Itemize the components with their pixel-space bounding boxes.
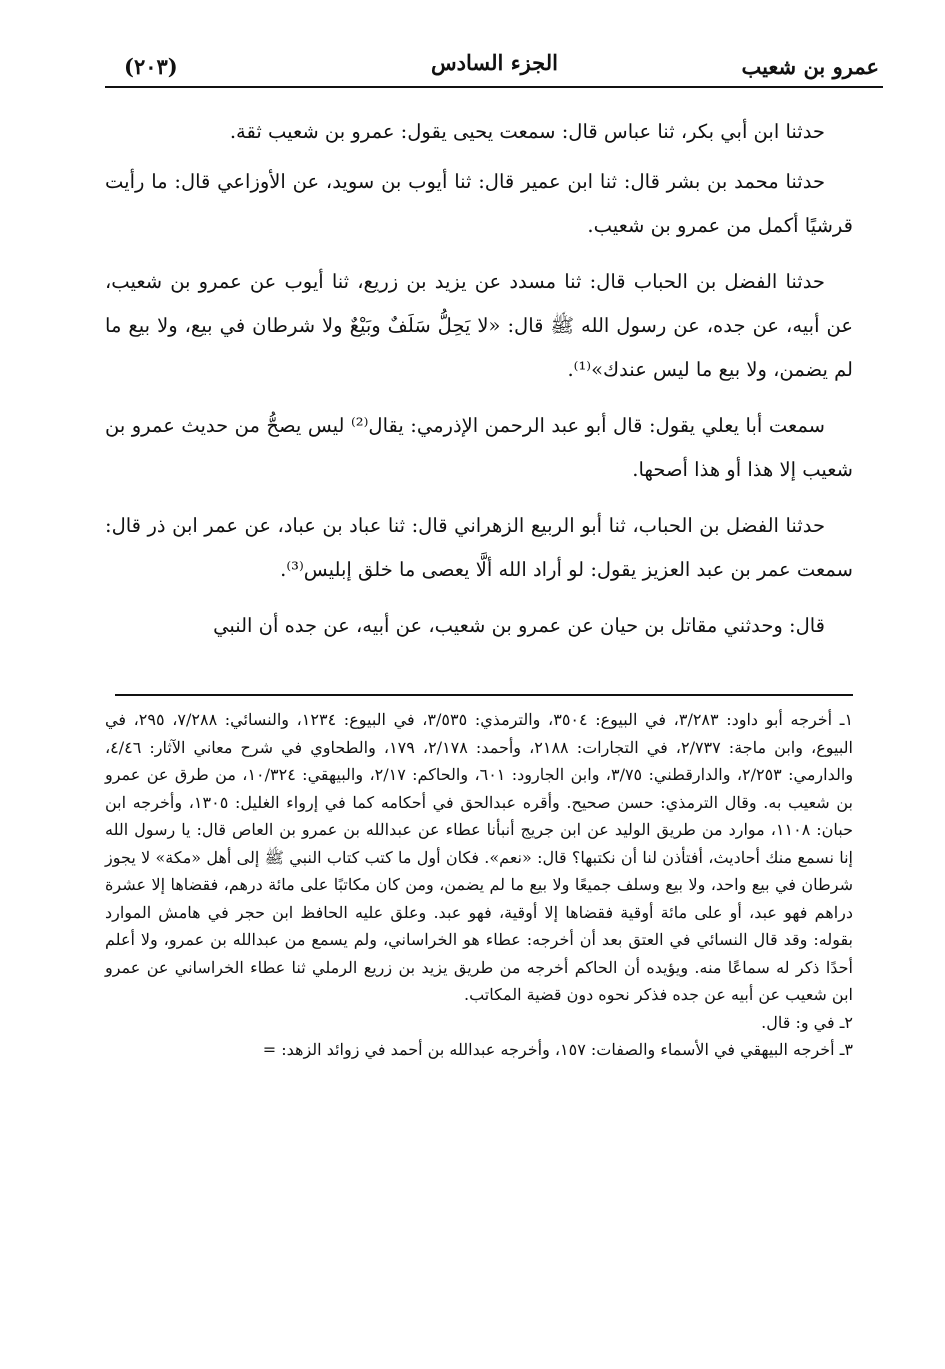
footnote-2: ٢ـ في و: قال.: [761, 1012, 853, 1032]
paragraph: حدثنا محمد بن بشر قال: ثنا ابن عمير قال: ثنا أيوب بن سويد، عن الأوزاعي قال: ما رأيت قرشيًا أكمل من عمرو بن شعيب.: [105, 170, 853, 237]
header-author: عمرو بن شعيب: [741, 54, 879, 79]
footnotes: [105, 706, 853, 1064]
footnote-3: ٣ـ أخرجه البيهقي في الأسماء والصفات: ١٥٧، وأخرجه عبدالله بن أحمد في زوائد الزهد: =: [262, 1040, 853, 1059]
page-header: [110, 44, 879, 84]
header-rule: [105, 86, 883, 88]
header-page-number: (٢٠٣): [124, 54, 178, 79]
paragraph: حدثنا الفضل بن الحباب قال: ثنا مسدد عن يزيد بن زريع، ثنا أيوب عن عمرو بن شعيب، عن أبيه، عن جده، عن رسول الله ﷺ قال: «لا يَحِلُّ سَلَفٌ وبَيْعٌ ولا شرطان في بيع، ولا بيع ما لم يضمن، ولا بيع ما ليس عندك»⁽¹⁾.: [105, 270, 853, 381]
paragraph: سمعت أبا يعلي يقول: قال أبو عبد الرحمن الإذرمي: يقال⁽²⁾ ليس يصحُّ من حديث عمرو بن شعيب إلا هذا أو هذا أصحها.: [105, 414, 853, 481]
footnote-separator: [115, 694, 853, 696]
main-text: [105, 110, 853, 660]
footnote-1: ١ـ أخرجه أبو داود: ٣/٢٨٣، في البيوع: ٣٥٠٤، والترمذي: ٣/٥٣٥، في البيوع: ١٢٣٤، والنسائي: ٧/٢٨٨، ٢٩٥، في البيوع، وابن ماجة: ٢/٧٣٧، في التجارات: ٢١٨٨، وأحمد: ٢/١٧٨، ١٧٩، والطحاوي في شرح معاني الآثار: ٤/٤٦، والدارمي: ٢/٢٥٣، والدارقطني: ٣/٧٥، وابن الجارود: ٦٠١، والحاكم: ٢/١٧، والبيهقي: ١٠/٣٢٤، من طرق عن عمرو بن شعيب به. وقال الترمذي: حسن صحيح. وأقره عبدالحق في أحكامه كما في إرواء الغليل: ١٣٠٥، وأخرجه ابن حبان: ١١٠٨، موارد من طريق الوليد عن ابن جريج أنبأنا عطاء عن عبدالله بن عمرو بن العاص قال: يا رسول الله إنا نسمع منك أحاديث، أفتأذن لنا أن نكتبها؟ قال: «نعم». فكان أول ما كتب كتاب النبي ﷺ إلى أهل «مكة» لا يجوز شرطان في بيع واحد، ولا بيع وسلف جميعًا ولا بيع ما لم يضمن، ومن كان مكاتبًا على مائة درهم، فقضاها إلا عشرة دراهم فهو عبد، أو على مائة أوقية فقضاها إلا أوقية، فهو عبد. وعلق عليه الحافظ ابن حجر في هامش الموارد بقوله: وقد قال النسائي في العتق بعد أن أخرجه: عطاء هو الخراساني، ولم يسمع من عبدالله بن عمرو، ولا أعلم أحدًا ذكر له سماعًا منه. ويؤيده أن الحاكم أخرجه من طريق يزيد بن زريع الرملي ثنا عطاء الخراساني عن عمرو ابن شعيب عن أبيه عن جده فذكر نحوه دون قضية المكاتب.: [105, 710, 854, 1004]
paragraph: حدثنا ابن أبي بكر، ثنا عباس قال: سمعت يحيى يقول: عمرو بن شعيب ثقة.: [229, 120, 825, 143]
paragraph: حدثنا الفضل بن الحباب، ثنا أبو الربيع الزهراني قال: ثنا عباد بن عباد، عن عمر ابن ذر قال: سمعت عمر بن عبد العزيز يقول: لو أراد الله ألَّا يعصى ما خلق إبليس⁽³⁾.: [105, 514, 853, 581]
header-volume: الجزء السادس: [431, 50, 558, 75]
paragraph: قال: وحدثني مقاتل بن حيان عن عمرو بن شعيب، عن أبيه، عن جده أن النبي: [213, 614, 825, 637]
